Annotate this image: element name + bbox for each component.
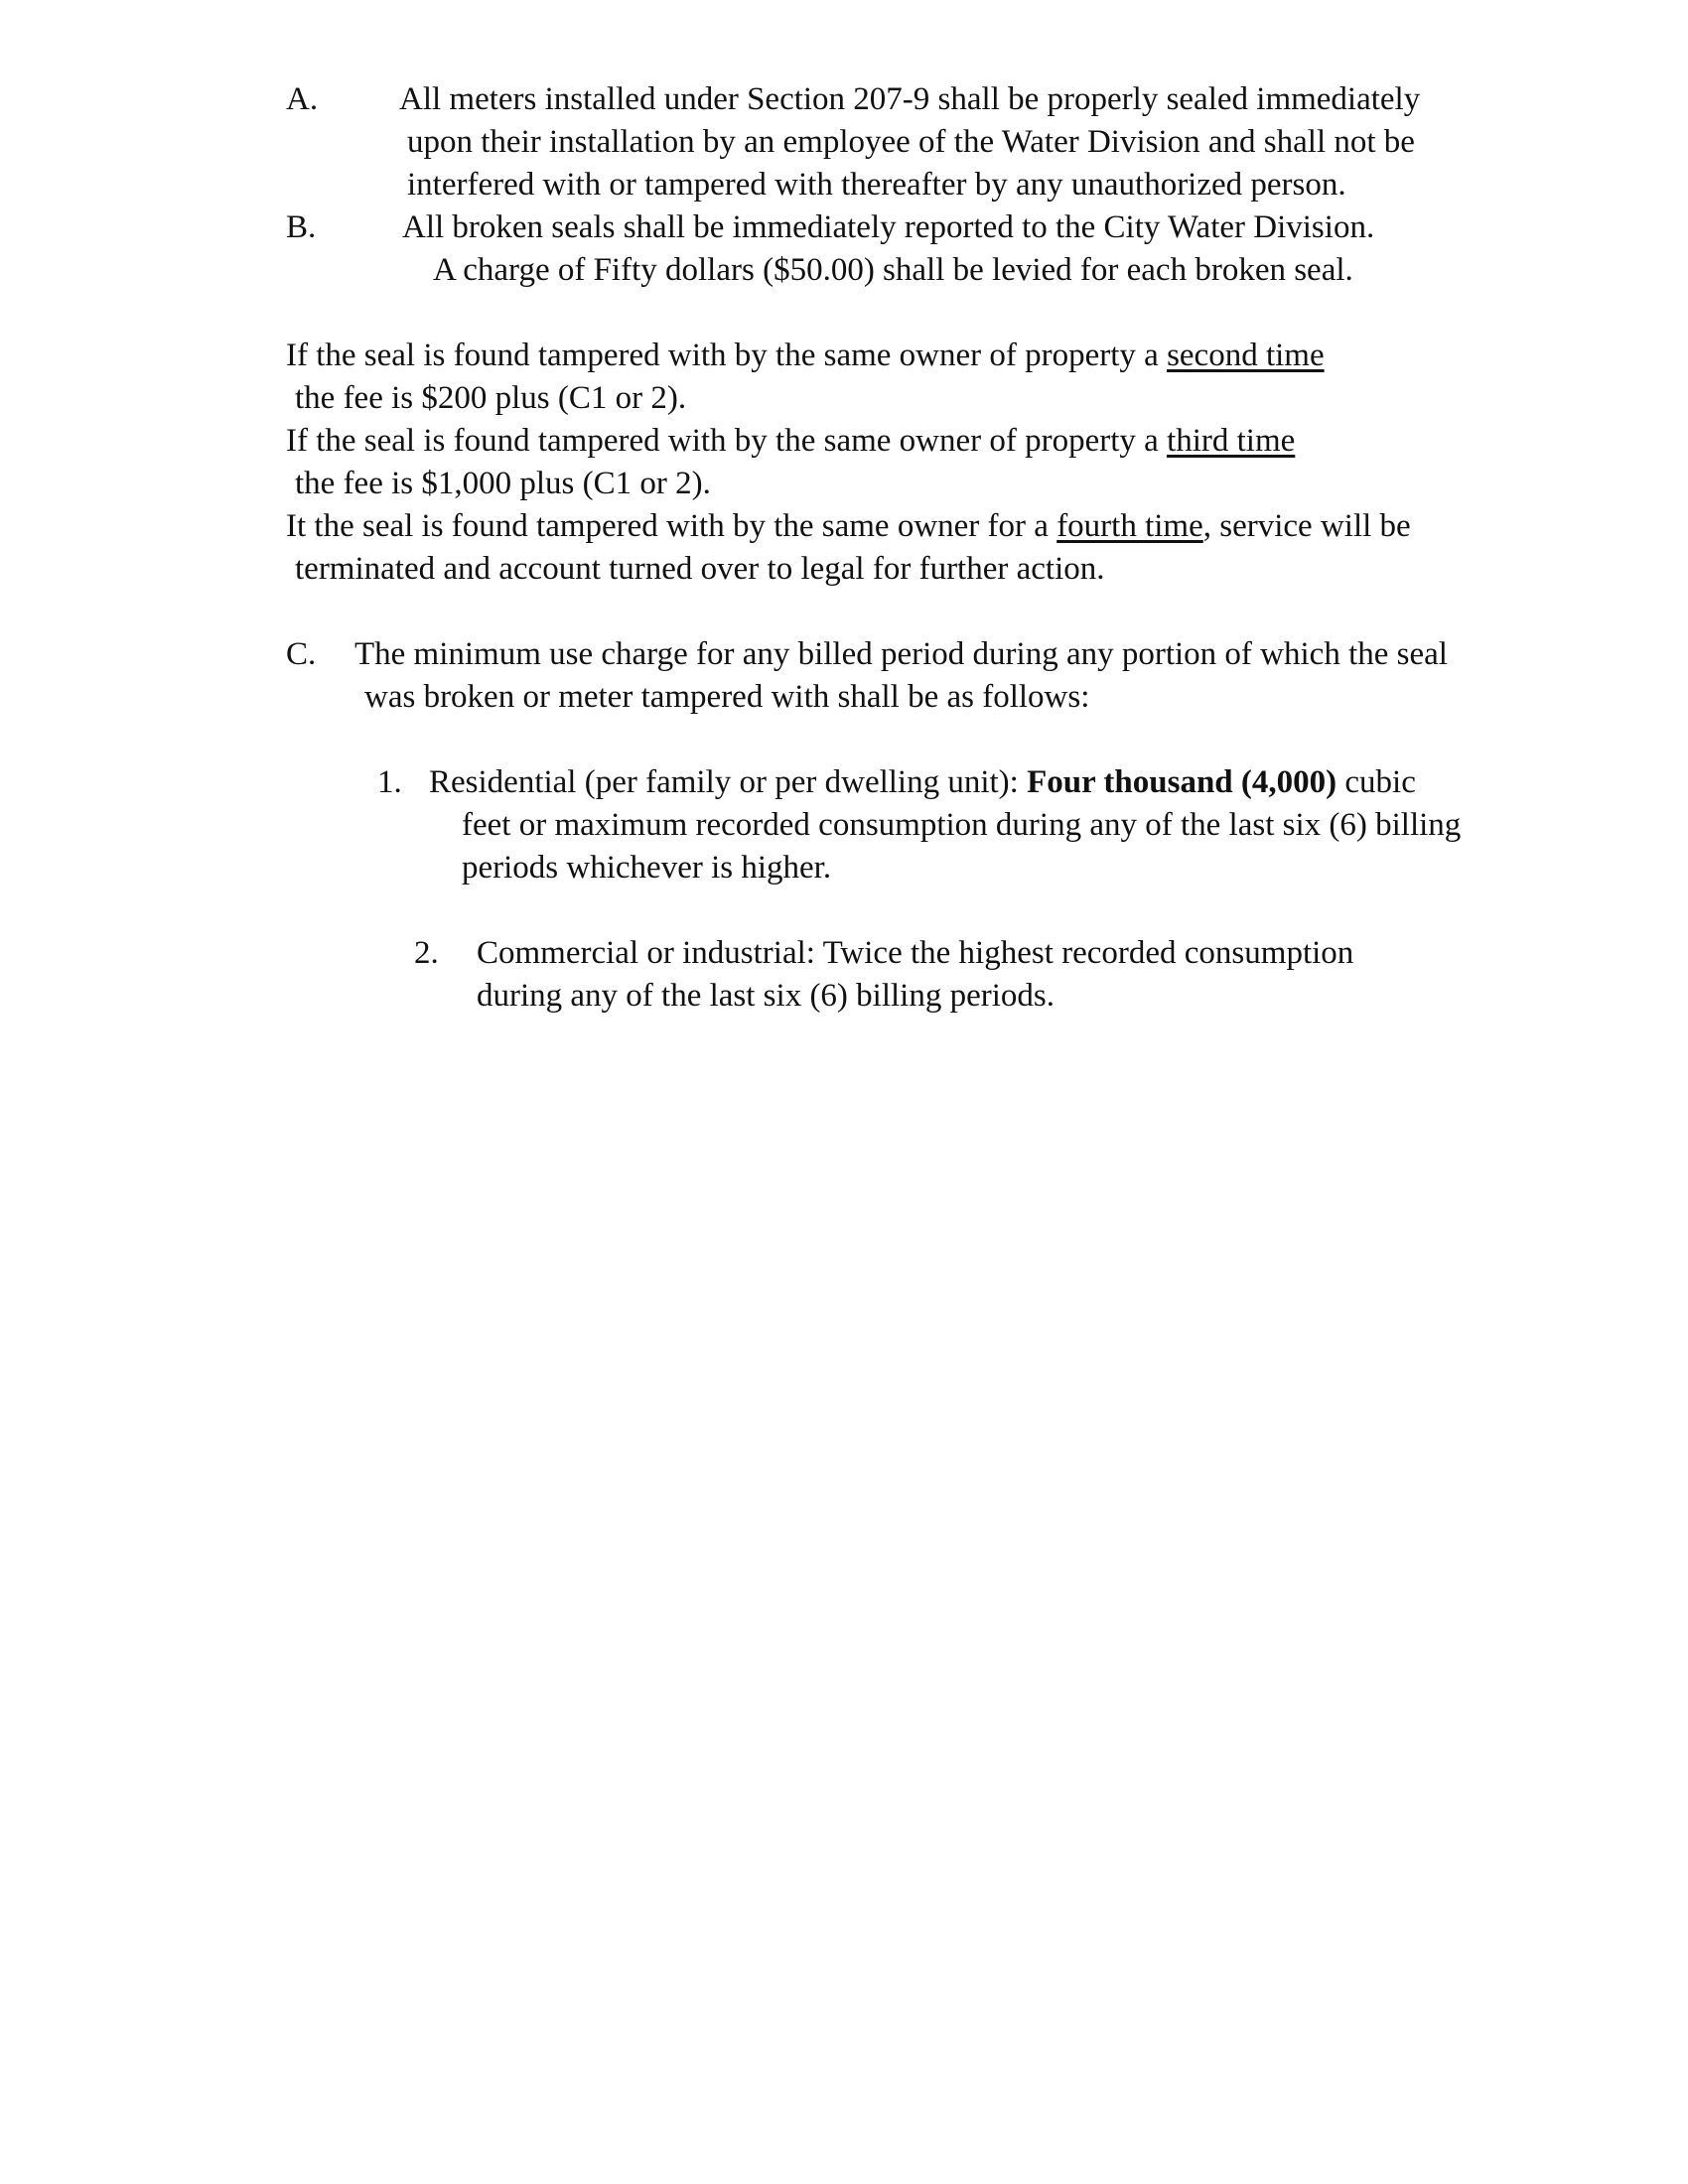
second-offense-line-2: the fee is $200 plus (C1 or 2). xyxy=(295,380,687,416)
section-a-label: A. xyxy=(286,81,319,117)
item-1-line-2: feet or maximum recorded consumption during any of the last six (6) billing xyxy=(462,807,1462,843)
section-c-line-2: was broken or meter tampered with shall be as follows: xyxy=(364,679,1090,715)
third-offense-line-1 xyxy=(286,421,1295,461)
item-1-text: Residential (per family or per dwelling unit): xyxy=(429,764,1028,800)
item-2-line-1: Commercial or industrial: Twice the highest recorded consumption xyxy=(477,935,1354,971)
item-1-number: 1. xyxy=(377,764,402,800)
second-time-underlined: second time xyxy=(1167,338,1325,373)
section-b-line-2: A charge of Fifty dollars ($50.00) shall be levied for each broken seal. xyxy=(433,252,1353,288)
section-c-label: C. xyxy=(286,636,317,672)
second-offense-line-1 xyxy=(286,336,1325,375)
section-b-label: B. xyxy=(286,209,317,245)
section-a-line-1: All meters installed under Section 207-9 shall be properly sealed immediately xyxy=(399,81,1421,117)
fourth-offense-line-1 xyxy=(286,506,1411,546)
fourth-offense-text-post: , service will be xyxy=(1202,508,1411,544)
item-2-number: 2. xyxy=(414,935,439,971)
section-a-line-3: interfered with or tampered with thereafter by any unauthorized person. xyxy=(407,167,1346,203)
fourth-offense-text: It the seal is found tampered with by the same owner for a xyxy=(286,508,1057,544)
item-1-line-1 xyxy=(429,762,1416,802)
section-a-line-2: upon their installation by an employee of the Water Division and shall not be xyxy=(407,124,1415,160)
item-1-line-3: periods whichever is higher. xyxy=(462,850,832,886)
fourth-time-underlined: fourth time xyxy=(1056,508,1203,544)
item-1-text-post: cubic xyxy=(1336,764,1416,800)
second-offense-text: If the seal is found tampered with by the same owner of property a xyxy=(286,338,1168,373)
third-offense-line-2: the fee is $1,000 plus (C1 or 2). xyxy=(295,466,711,501)
section-c-line-1: The minimum use charge for any billed period during any portion of which the seal xyxy=(354,636,1448,672)
fourth-offense-line-2: terminated and account turned over to legal for further action. xyxy=(295,551,1105,587)
third-time-underlined: third time xyxy=(1167,423,1296,459)
item-2-line-2: during any of the last six (6) billing periods. xyxy=(477,978,1055,1014)
third-offense-text: If the seal is found tampered with by the same owner of property a xyxy=(286,423,1168,459)
section-b-line-1: All broken seals shall be immediately reported to the City Water Division. xyxy=(402,209,1375,245)
item-1-bold-amount: Four thousand (4,000) xyxy=(1027,764,1337,800)
